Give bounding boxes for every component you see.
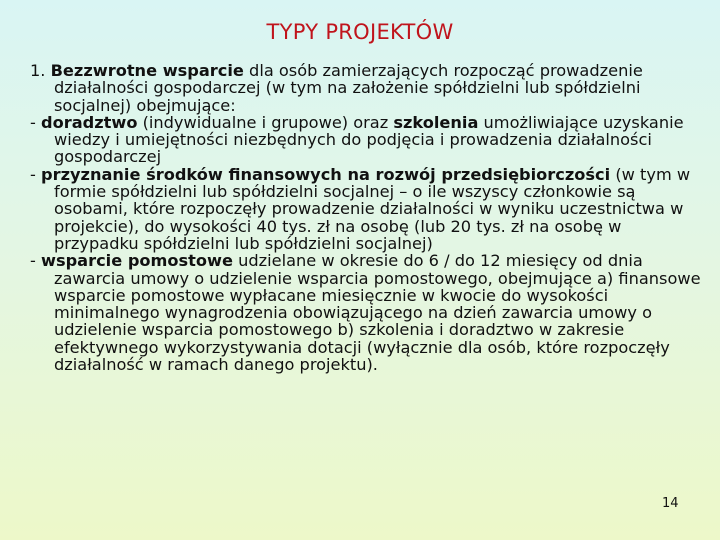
item-text: dla osób zamierzających rozpocząć prowadzenie działalności gospodarczej (w tym na założenie spółdzielni lub spółdzielni socjalnej) obejmujące: <box>54 61 643 115</box>
item-bold-term: Bezzwrotne wsparcie <box>50 61 244 80</box>
slide-content <box>30 62 702 373</box>
page-number: 14 <box>662 496 679 511</box>
item-bold-term: przyznanie środków finansowych na rozwój przedsiębiorczości <box>41 164 611 184</box>
item-bold-term-2: szkolenia <box>393 112 479 132</box>
item-text: udzielane w okresie do 6 / do 12 miesięcy od dnia zawarcia umowy o udzielenie wsparcia pomostowego, obejmujące a) finansowe wsparcie pomostowe wypłacane miesięcznie w kwocie do wysokości minimalnego wynagrodzenia obowiązującego na dzień zawarcia umowy o udzielenie wsparcia pomostowego b) szkolenia i doradztwo w zakresie efektywnego wykorzystywania dotacji (wyłącznie dla osób, które rozpoczęły działalność w ramach danego projektu). <box>54 251 701 375</box>
item-marker: - <box>30 164 41 184</box>
item-bold-term: wsparcie pomostowe <box>41 251 233 271</box>
list-item-przyznanie-srodkow <box>30 166 702 252</box>
list-item-bezzwrotne-wsparcie <box>30 62 702 114</box>
list-item-wsparcie-pomostowe <box>30 252 702 373</box>
item-marker: - <box>30 251 41 271</box>
item-text-2: umożliwiające uzyskanie wiedzy i umiejętności niezbędnych do podjęcia i prowadzenia działalności gospodarczej <box>54 112 684 167</box>
slide-title: TYPY PROJEKTÓW <box>266 20 454 44</box>
item-bold-term: doradztwo <box>41 112 138 132</box>
list-item-doradztwo <box>30 114 702 166</box>
item-text: (w tym w formie spółdzielni lub spółdzielni socjalnej – o ile wszyscy członkowie są osobami, które rozpoczęły prowadzenie działalności w wyniku uczestnictwa w projekcie), do wysokości 40 tys. zł na osobę (lub 20 tys. zł na osobę w przypadku spółdzielni lub spółdzielni socjalnej) <box>54 164 691 253</box>
item-marker: - <box>30 112 41 132</box>
item-text: (indywidualne i grupowe) oraz <box>137 112 394 132</box>
item-marker: 1. <box>30 61 51 80</box>
